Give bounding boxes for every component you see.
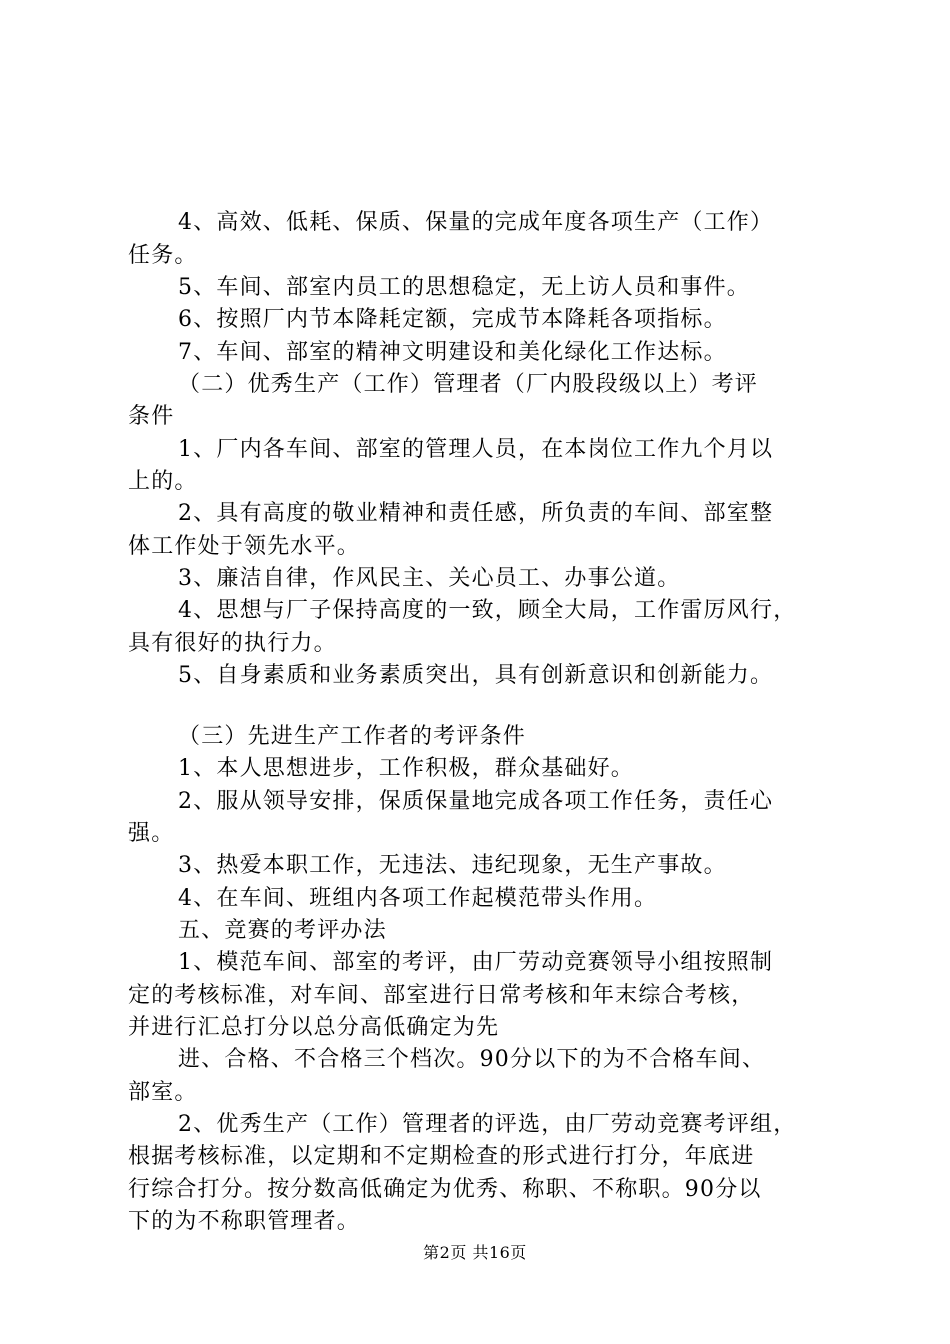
section-heading: （二）优秀生产（工作）管理者（厂内股段级以上）考评: [178, 372, 759, 397]
text-line: 体工作处于领先水平。: [128, 534, 361, 559]
text-line: 并进行汇总打分以总分高低确定为先: [128, 1015, 500, 1040]
text-line: 5、自身素质和业务素质突出，具有创新意识和创新能力。: [178, 663, 774, 688]
text-line: 6、按照厂内节本降耗定额，完成节本降耗各项指标。: [178, 307, 727, 332]
text-line: 3、热爱本职工作，无违法、违纪现象，无生产事故。: [178, 853, 727, 878]
text-line: 定的考核标准，对车间、部室进行日常考核和年末综合考核，: [128, 983, 755, 1008]
text-line: 下的为不称职管理者。: [128, 1209, 361, 1234]
text-line: 条件: [128, 404, 175, 429]
text-line: 1、本人思想进步，工作积极，群众基础好。: [178, 756, 634, 781]
text-line: 部室。: [128, 1080, 198, 1105]
text-line: 2、服从领导安排，保质保量地完成各项工作任务，责任心: [178, 789, 774, 814]
text-line: 7、车间、部室的精神文明建设和美化绿化工作达标。: [178, 340, 727, 365]
text-line: 具有很好的执行力。: [128, 631, 337, 656]
text-line: 强。: [128, 821, 175, 846]
text-line: 任务。: [128, 243, 198, 268]
text-line: 4、思想与厂子保持高度的一致，顾全大局，工作雷厉风行，: [178, 598, 797, 623]
text-line: 上的。: [128, 469, 198, 494]
text-line: 4、在车间、班组内各项工作起模范带头作用。: [178, 886, 658, 911]
text-line: 5、车间、部室内员工的思想稳定，无上访人员和事件。: [178, 275, 750, 300]
text-line: 3、廉洁自律，作风民主、关心员工、办事公道。: [178, 566, 681, 591]
text-line: 根据考核标准，以定期和不定期检查的形式进行打分，年底进: [128, 1144, 755, 1169]
section-heading: 五、竞赛的考评办法: [178, 918, 387, 943]
text-line: 4、高效、低耗、保质、保量的完成年度各项生产（工作）: [178, 210, 774, 235]
section-heading: （三）先进生产工作者的考评条件: [178, 724, 527, 749]
page-number-footer: 第2页 共16页: [423, 1243, 527, 1262]
text-line: 2、具有高度的敬业精神和责任感，所负责的车间、部室整: [178, 501, 774, 526]
text-line: 1、厂内各车间、部室的管理人员，在本岗位工作九个月以: [178, 437, 774, 462]
text-line: 行综合打分。按分数高低确定为优秀、称职、不称职。90分以: [128, 1177, 762, 1202]
text-line: 1、模范车间、部室的考评，由厂劳动竞赛领导小组按照制: [178, 950, 774, 975]
text-line: 进、合格、不合格三个档次。90分以下的为不合格车间、: [178, 1047, 766, 1072]
text-line: 2、优秀生产（工作）管理者的评选，由厂劳动竞赛考评组，: [178, 1112, 797, 1137]
